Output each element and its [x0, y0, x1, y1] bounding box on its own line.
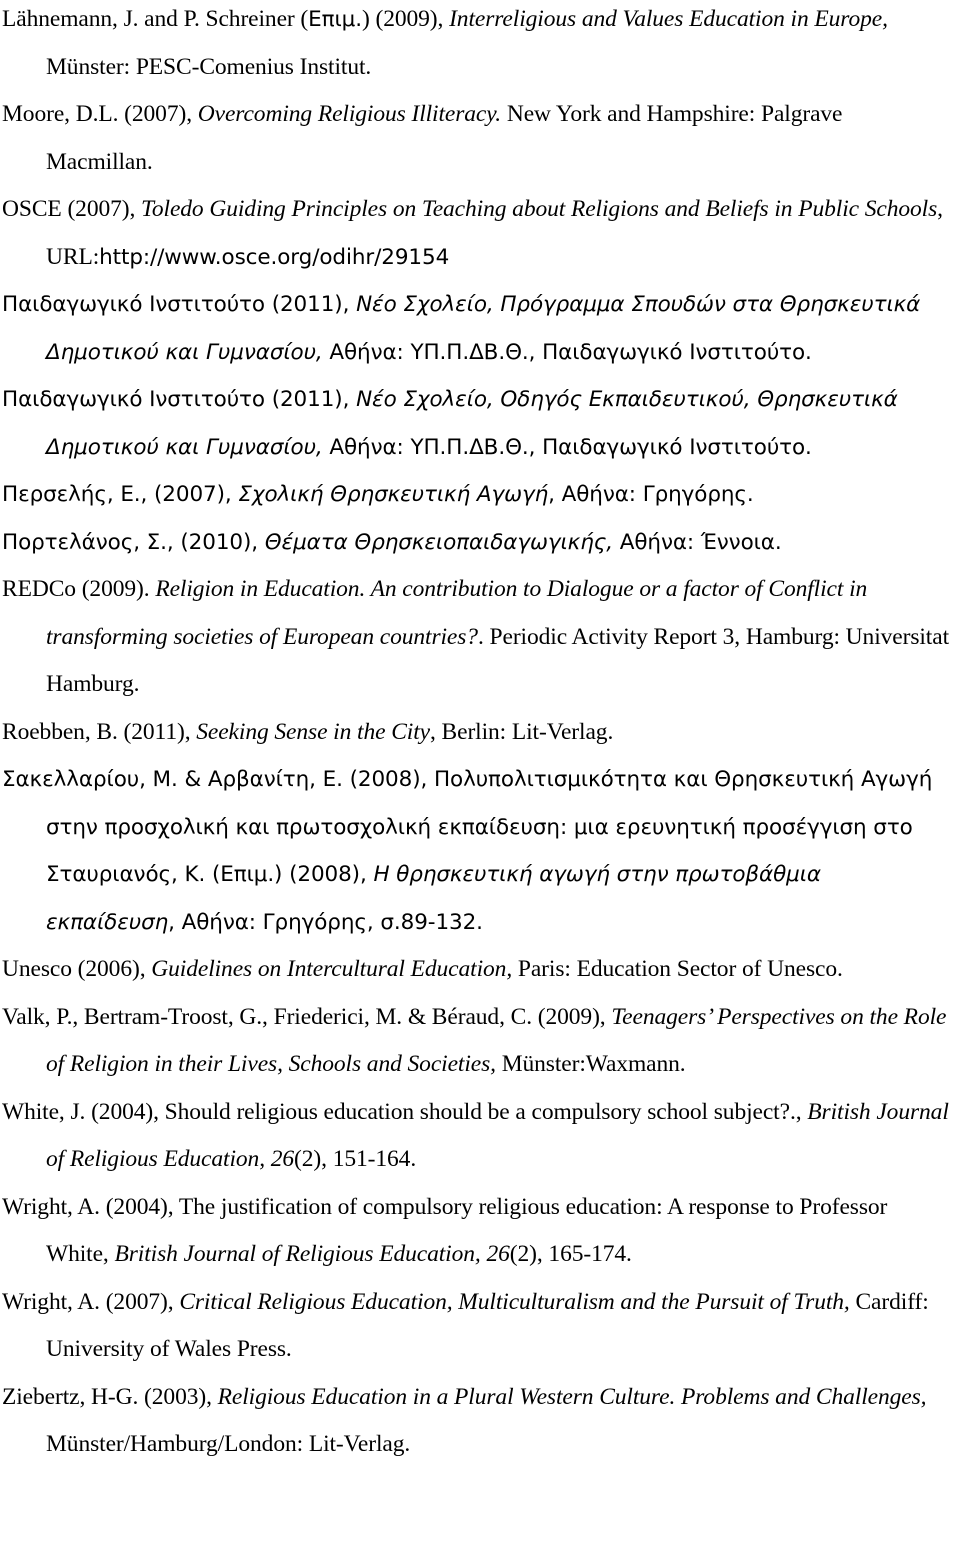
- reference-text-segment: Interreligious and Values Education in Europe,: [449, 6, 888, 32]
- reference-text-segment: OSCE (2007),: [2, 196, 142, 222]
- reference-text-segment: . Periodic Activity Report 3, Hamburg: Universitat Hamburg.: [46, 623, 949, 697]
- reference-text-segment: Paris: Education Sector of Unesco.: [512, 956, 843, 982]
- reference-text-segment: Νέο Σχολείο, Πρόγραμμα Σπουδών στα Θρησκευτικά Δημοτικού και Γυμνασίου,: [46, 292, 921, 365]
- reference-text-segment: , Αθήνα: Γρηγόρης, σ.89-132.: [168, 909, 483, 935]
- reference-text-segment: Παιδαγωγικό Ινστιτούτο (2011),: [2, 292, 357, 317]
- reference-text-segment: White, J. (2004), Should religious education should be a compulsory school subject?.,: [2, 1098, 808, 1125]
- reference-entry: [0, 994, 960, 1089]
- reference-text-segment: Αθήνα: Έννοια.: [613, 529, 782, 555]
- reference-text-segment: Θέματα Θρησκειοπαιδαγωγικής,: [264, 529, 614, 555]
- reference-text-segment: Moore, D.L. (2007),: [2, 101, 198, 127]
- reference-entry: [0, 1089, 960, 1184]
- reference-text-segment: Lähnemann, J. and P. Schreiner (: [2, 6, 309, 32]
- reference-text-segment: Περσελής, Ε., (2007),: [2, 482, 239, 507]
- reference-text-segment: Toledo Guiding Principles on Teaching about Religions and Beliefs in Public Schools: [141, 196, 938, 222]
- reference-text-segment: Münster:Waxmann.: [495, 1051, 686, 1077]
- reference-text-segment: Guidelines on Intercultural Education,: [151, 956, 513, 982]
- reference-text-segment: Unesco (2006),: [2, 956, 152, 982]
- reference-entry: [0, 376, 960, 471]
- reference-text-segment: Αθήνα: ΥΠ.Π.ΔΒ.Θ., Παιδαγωγικό Ινστιτούτο.: [322, 339, 812, 365]
- reference-text-segment: Religion in Education. An contribution to Dialogue or a factor of Conflict in transforming societies of European countries?: [46, 576, 868, 650]
- reference-entry: [0, 566, 960, 709]
- reference-text-segment: Critical Religious Education, Multiculturalism and the Pursuit of Truth,: [179, 1288, 850, 1315]
- reference-entry: [0, 91, 960, 186]
- reference-text-segment: Religious Education in a Plural Western Culture. Problems and Challenges,: [217, 1383, 927, 1410]
- reference-entry: [0, 709, 960, 757]
- reference-text-segment: Πορτελάνος, Σ., (2010),: [2, 529, 265, 555]
- reference-text-segment: (2), 165-174.: [509, 1241, 632, 1267]
- reference-entry: [0, 1184, 960, 1279]
- reference-entry: [0, 1374, 960, 1469]
- reference-text-segment: Σακελλαρίου, Μ. & Αρβανίτη, Ε. (2008), Πολυπολιτισμικότητα και Θρησκευτική Αγωγή στην προσχολική και πρωτοσχολική εκπαίδευση: μια ερευνητική προσέγγιση στο Σταυριανός, Κ. (Επιμ.) (2008),: [2, 767, 933, 887]
- reference-text-segment: Teenagers’ Perspectives on the Role of Religion in their Lives, Schools and Societies,: [46, 1003, 947, 1077]
- reference-text-segment: Παιδαγωγικό Ινστιτούτο (2011),: [2, 387, 357, 412]
- reference-text-segment: Η θρησκευτική αγωγή στην πρωτοβάθμια εκπαίδευση: [46, 862, 821, 935]
- reference-text-segment: ) (2009),: [361, 6, 450, 32]
- reference-text-segment: Νέο Σχολείο, Οδηγός Εκπαιδευτικού, Θρησκευτικά Δημοτικού και Γυμνασίου,: [46, 387, 898, 460]
- reference-text-segment: Overcoming Religious Illiteracy.: [197, 101, 502, 127]
- reference-text-segment: (2), 151-164.: [294, 1146, 417, 1172]
- reference-entry: [0, 946, 960, 994]
- reference-text-segment: Cardiff: University of Wales Press.: [46, 1288, 929, 1362]
- reference-text-segment: Αθήνα: ΥΠ.Π.ΔΒ.Θ., Παιδαγωγικό Ινστιτούτο.: [322, 434, 812, 460]
- reference-text-segment: Münster/Hamburg/London: Lit-Verlag.: [46, 1431, 411, 1457]
- reference-entry: [0, 0, 960, 91]
- reference-entry: [0, 186, 960, 281]
- reference-entry: [0, 519, 960, 567]
- reference-text-segment: British Journal of Religious Education, 26: [46, 1098, 949, 1172]
- reference-text-segment: http://www.osce.org/odihr/29154: [99, 244, 450, 270]
- reference-text-segment: Wright, A. (2004), The justification of compulsory religious education: A response to Professor White,: [2, 1193, 888, 1267]
- reference-entry: [0, 1279, 960, 1374]
- reference-entry: [0, 471, 960, 519]
- reference-text-segment: Seeking Sense in the City: [196, 718, 430, 745]
- reference-text-segment: Ziebertz, H-G. (2003),: [2, 1383, 218, 1410]
- reference-text-segment: Wright, A. (2007),: [2, 1288, 180, 1315]
- reference-text-segment: , Berlin: Lit-Verlag.: [429, 718, 614, 745]
- reference-entry: [0, 281, 960, 376]
- reference-text-segment: , Αθήνα: Γρηγόρης.: [548, 482, 754, 507]
- reference-text-segment: New York and Hampshire: Palgrave Macmillan.: [46, 101, 843, 175]
- reference-text-segment: Roebben, B. (2011),: [2, 718, 197, 745]
- reference-entry: [0, 756, 960, 946]
- reference-text-segment: Münster: PESC-Comenius Institut.: [46, 53, 372, 80]
- reference-text-segment: Επιμ.: [308, 7, 362, 32]
- reference-text-segment: Valk, P., Bertram-Troost, G., Friederici, M. & Béraud, C. (2009),: [2, 1003, 612, 1030]
- reference-text-segment: REDCo (2009).: [2, 576, 156, 602]
- reference-text-segment: , URL:: [46, 196, 943, 270]
- reference-text-segment: Σχολική Θρησκευτική Αγωγή: [238, 482, 549, 507]
- reference-text-segment: British Journal of Religious Education, 26: [114, 1241, 510, 1267]
